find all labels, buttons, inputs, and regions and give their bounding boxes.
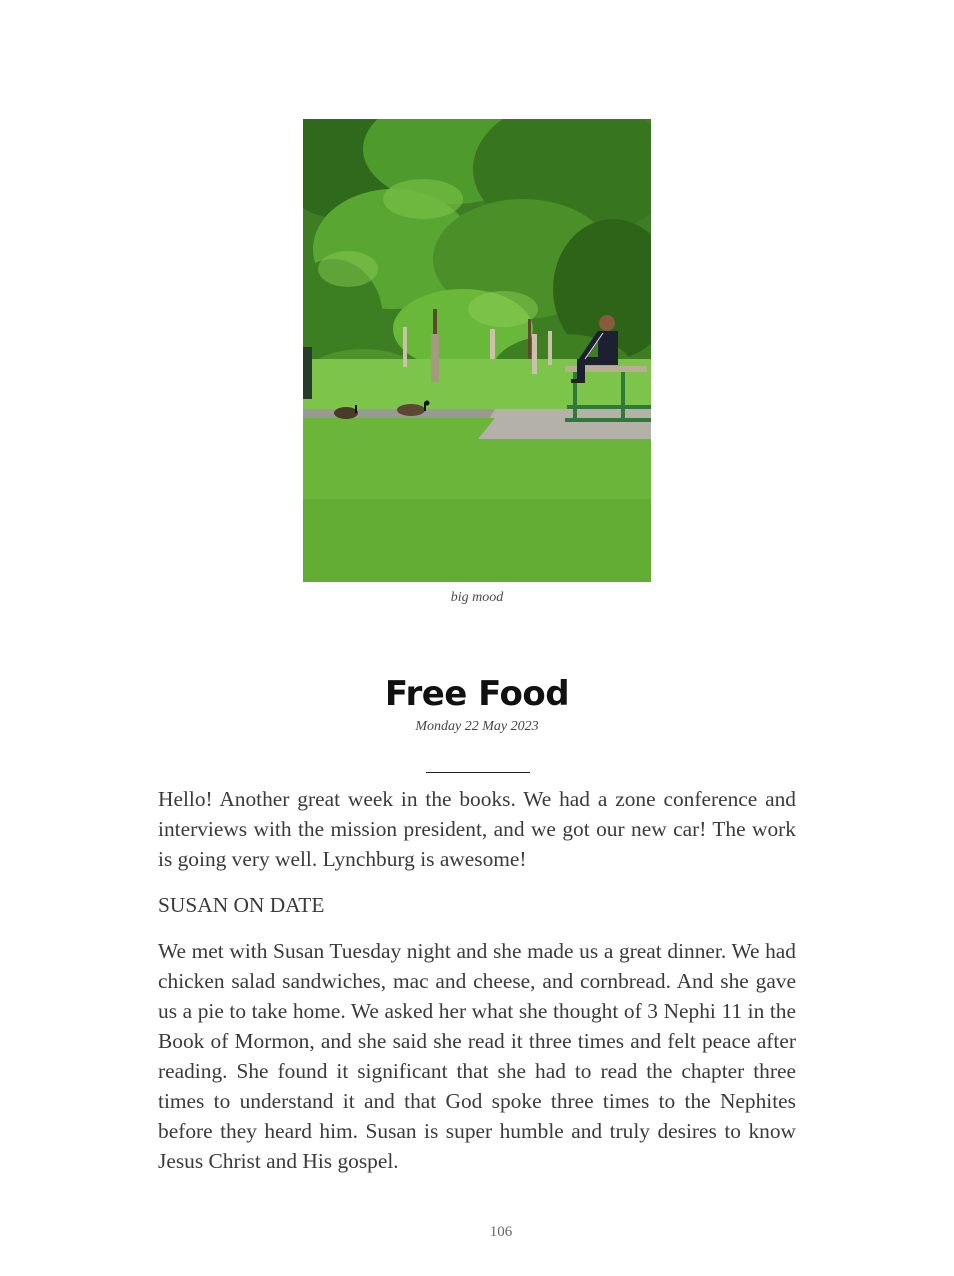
paragraph: Hello! Another great week in the books. We had a zone conference and interviews with the mission president, and we got our new car! The work is going very well. Lynchburg is awesome! — [158, 787, 796, 871]
article-title: Free Food — [384, 674, 570, 714]
figure-caption: big mood — [450, 590, 504, 605]
park-photo — [303, 119, 651, 582]
title-divider — [426, 772, 530, 773]
article-date: Monday 22 May 2023 — [415, 719, 539, 734]
section-heading: SUSAN ON DATE — [158, 893, 325, 917]
paragraph: We met with Susan Tuesday night and she made us a great dinner. We had chicken salad sandwiches, mac and cheese, and cornbread. And she gave us a pie to take home. We asked her what she thought of 3 Nephi 11 in the Book of Mormon, and she said she read it three times and felt peace after reading. She found it significant that she had to read the chapter three times to understand it and that God spoke three times to the Nephites before they heard him. Susan is super humble and truly desires to know Jesus Christ and His gospel. — [158, 939, 796, 1173]
article-body — [158, 784, 796, 1192]
page-number: 106 — [489, 1224, 513, 1240]
